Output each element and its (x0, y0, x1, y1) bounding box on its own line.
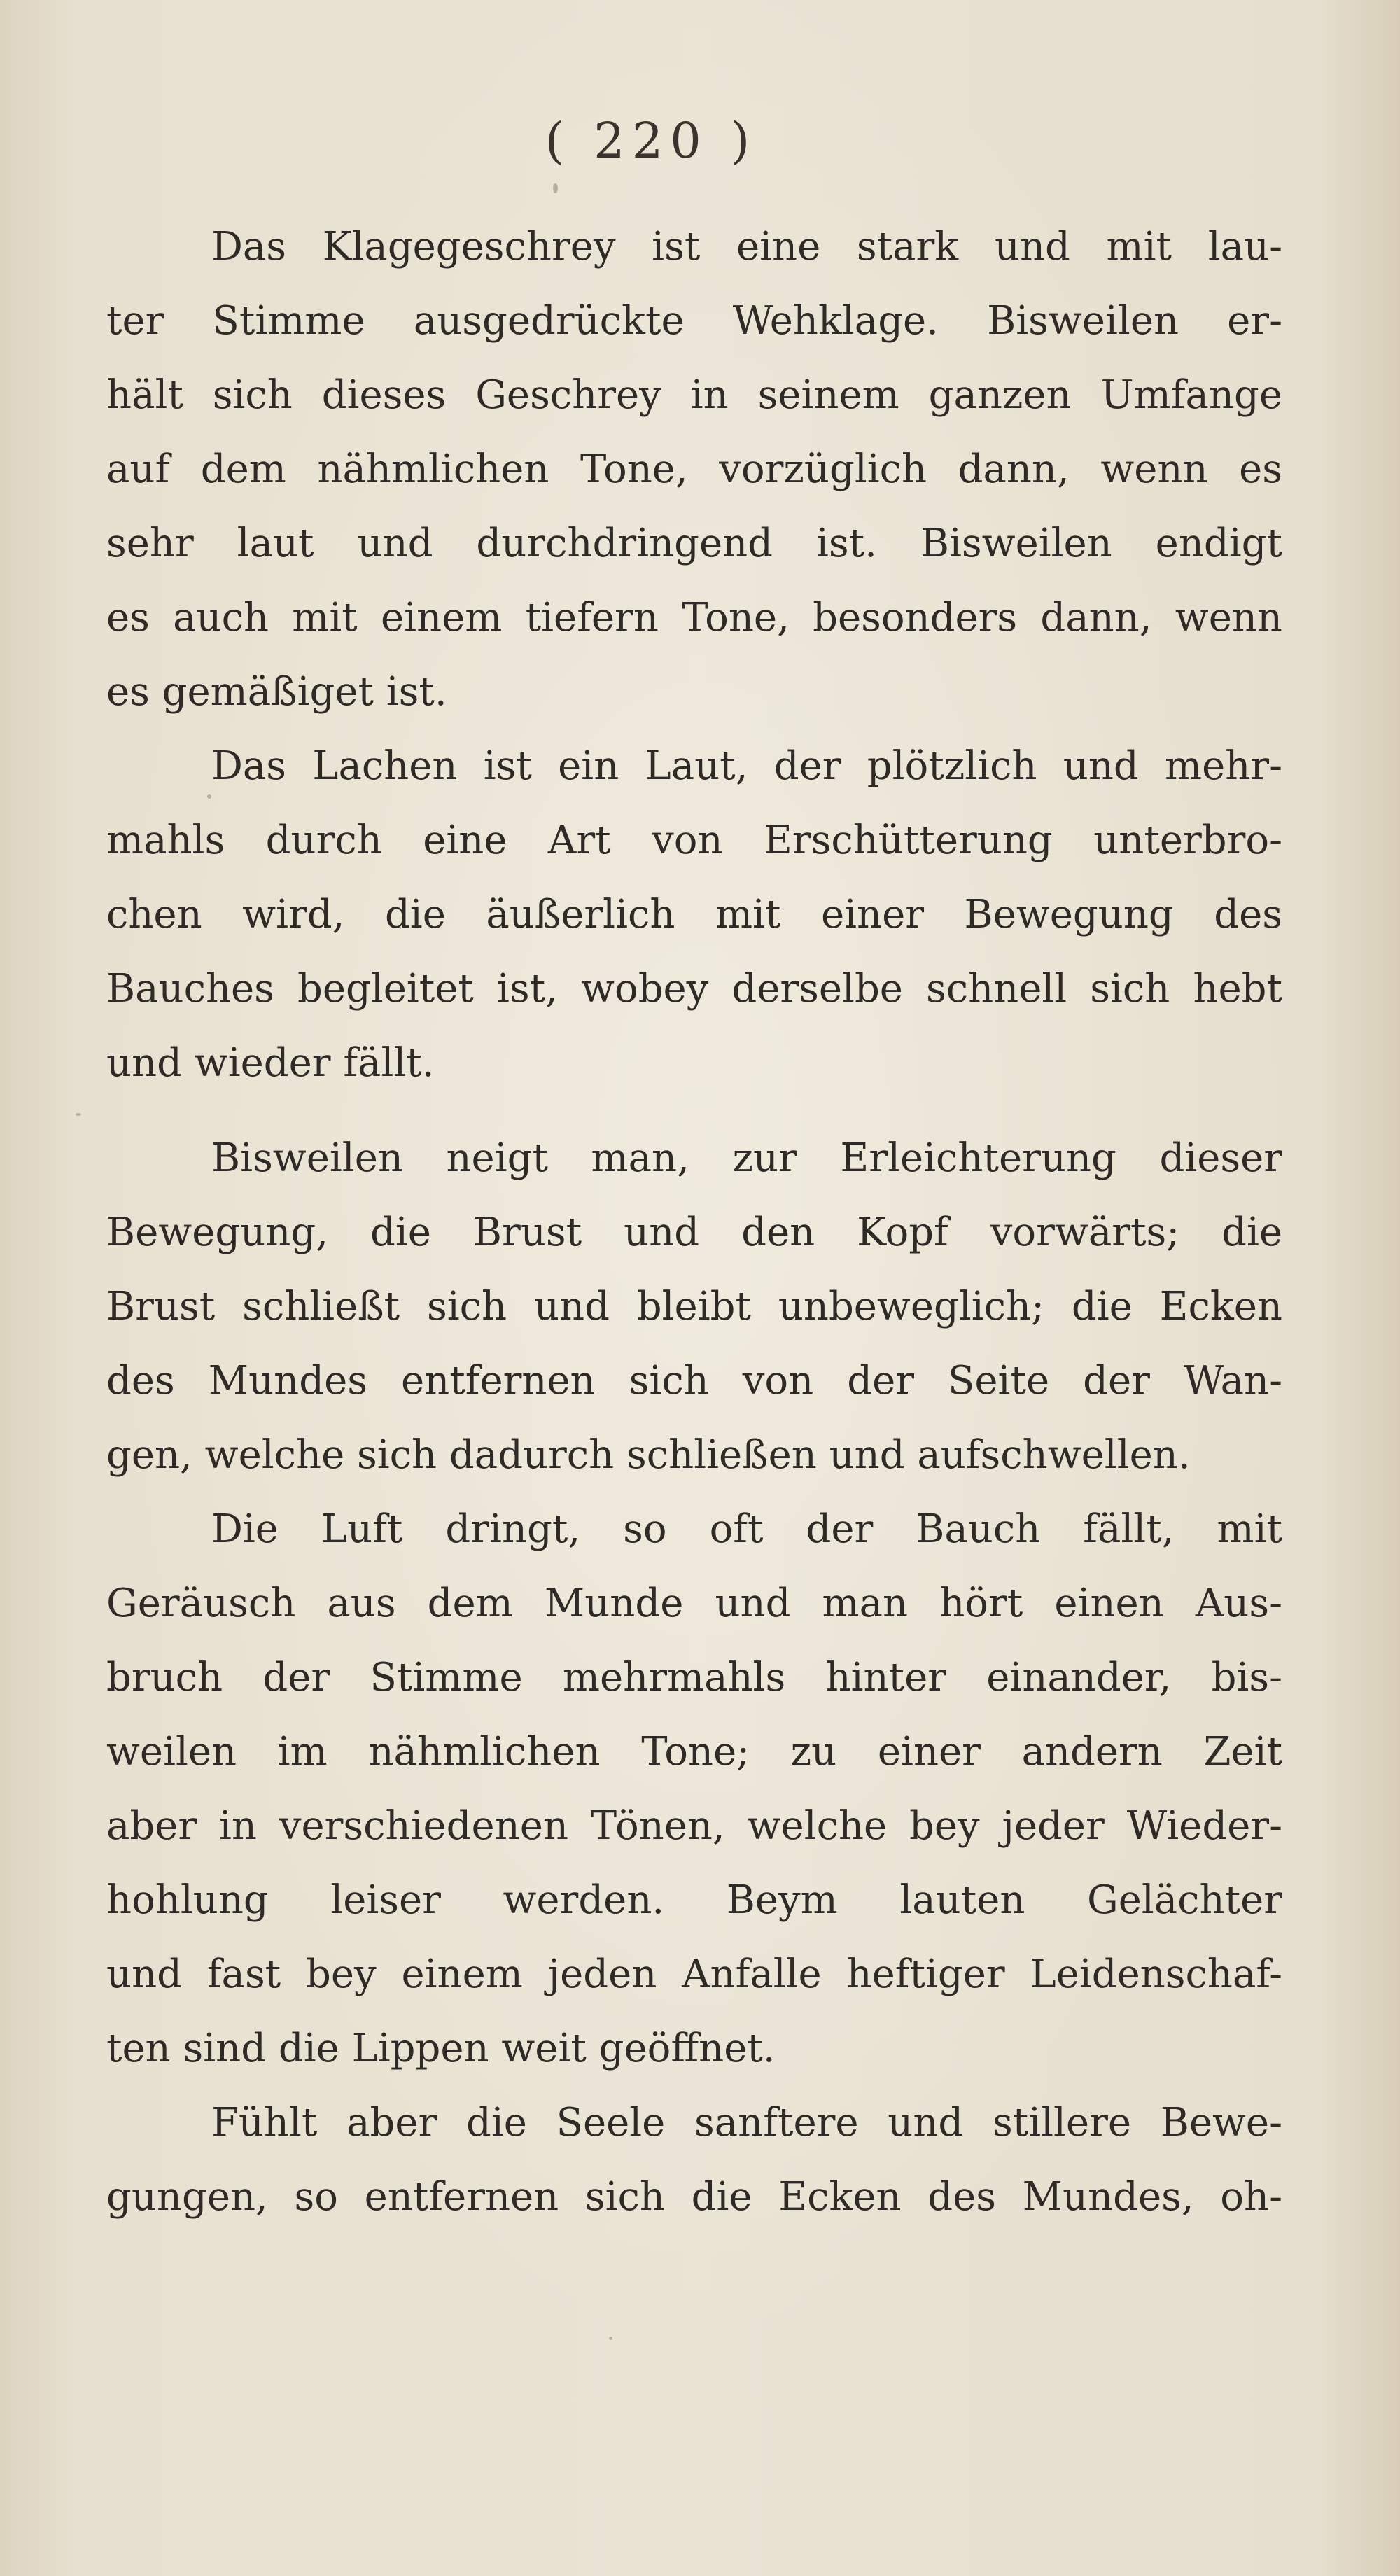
text-line: mahls durch eine Art von Erschütterung unterbro- (106, 818, 1282, 863)
text-line: es gemäßiget ist. (106, 669, 447, 715)
text-line: hohlung leiser werden. Beym lauten Gelächter (106, 1877, 1282, 1923)
text-line: hält sich dieses Geschrey in seinem ganzen Umfange (106, 372, 1282, 418)
text-line: Die Luft dringt, so oft der Bauch fällt, mit (211, 1506, 1282, 1552)
text-line: sehr laut und durchdringend ist. Bisweilen endigt (106, 521, 1282, 566)
text-line: Das Lachen ist ein Laut, der plötzlich und mehr- (211, 743, 1282, 789)
paper-speck (76, 1113, 81, 1116)
paper-speck (207, 794, 211, 799)
body-text (106, 210, 1282, 2234)
paragraph-seele (106, 2086, 1282, 2234)
text-line: Bisweilen neigt man, zur Erleichterung dieser (211, 1135, 1282, 1181)
text-line: Das Klagegeschrey ist eine stark und mit lau- (211, 224, 1282, 270)
text-line: Geräusch aus dem Munde und man hört einen Aus- (106, 1581, 1282, 1626)
text-line: chen wird, die äußerlich mit einer Bewegung des (106, 892, 1282, 937)
text-line: aber in verschiedenen Tönen, welche bey jeder Wieder- (106, 1803, 1282, 1849)
paragraph-bewegung (106, 1121, 1282, 1492)
text-line: bruch der Stimme mehrmahls hinter einander, bis- (106, 1655, 1282, 1700)
text-line: es auch mit einem tiefern Tone, besonders dann, wenn (106, 595, 1282, 640)
text-line: Fühlt aber die Seele sanftere und stillere Bewe- (211, 2100, 1282, 2146)
text-line: auf dem nähmlichen Tone, vorzüglich dann, wenn es (106, 447, 1282, 492)
text-line: des Mundes entfernen sich von der Seite der Wan- (106, 1358, 1282, 1404)
text-line: weilen im nähmlichen Tone; zu einer andern Zeit (106, 1729, 1282, 1774)
text-line: ten sind die Lippen weit geöffnet. (106, 2026, 776, 2071)
text-line: Bauches begleitet ist, wobey derselbe schnell sich hebt (106, 966, 1282, 1011)
page-number: ( 220 ) (545, 112, 757, 169)
paragraph-klagegeschrey (106, 210, 1282, 729)
text-line: gungen, so entfernen sich die Ecken des Mundes, oh- (106, 2174, 1282, 2220)
text-line: Brust schließt sich und bleibt unbeweglich; die Ecken (106, 1284, 1282, 1329)
paragraph-gap (106, 1100, 1282, 1121)
paragraph-lachen (106, 729, 1282, 1100)
paragraph-luft (106, 1492, 1282, 2086)
text-line: gen, welche sich dadurch schließen und aufschwellen. (106, 1432, 1191, 1478)
text-line: ter Stimme ausgedrückte Wehklage. Bisweilen er- (106, 298, 1282, 344)
text-line: Bewegung, die Brust und den Kopf vorwärts; die (106, 1210, 1282, 1255)
text-line: und fast bey einem jeden Anfalle heftiger Leidenschaf- (106, 1952, 1282, 1997)
text-line: und wieder fällt. (106, 1040, 435, 1086)
paper-speck (609, 2337, 612, 2340)
paper-speck (553, 183, 558, 193)
